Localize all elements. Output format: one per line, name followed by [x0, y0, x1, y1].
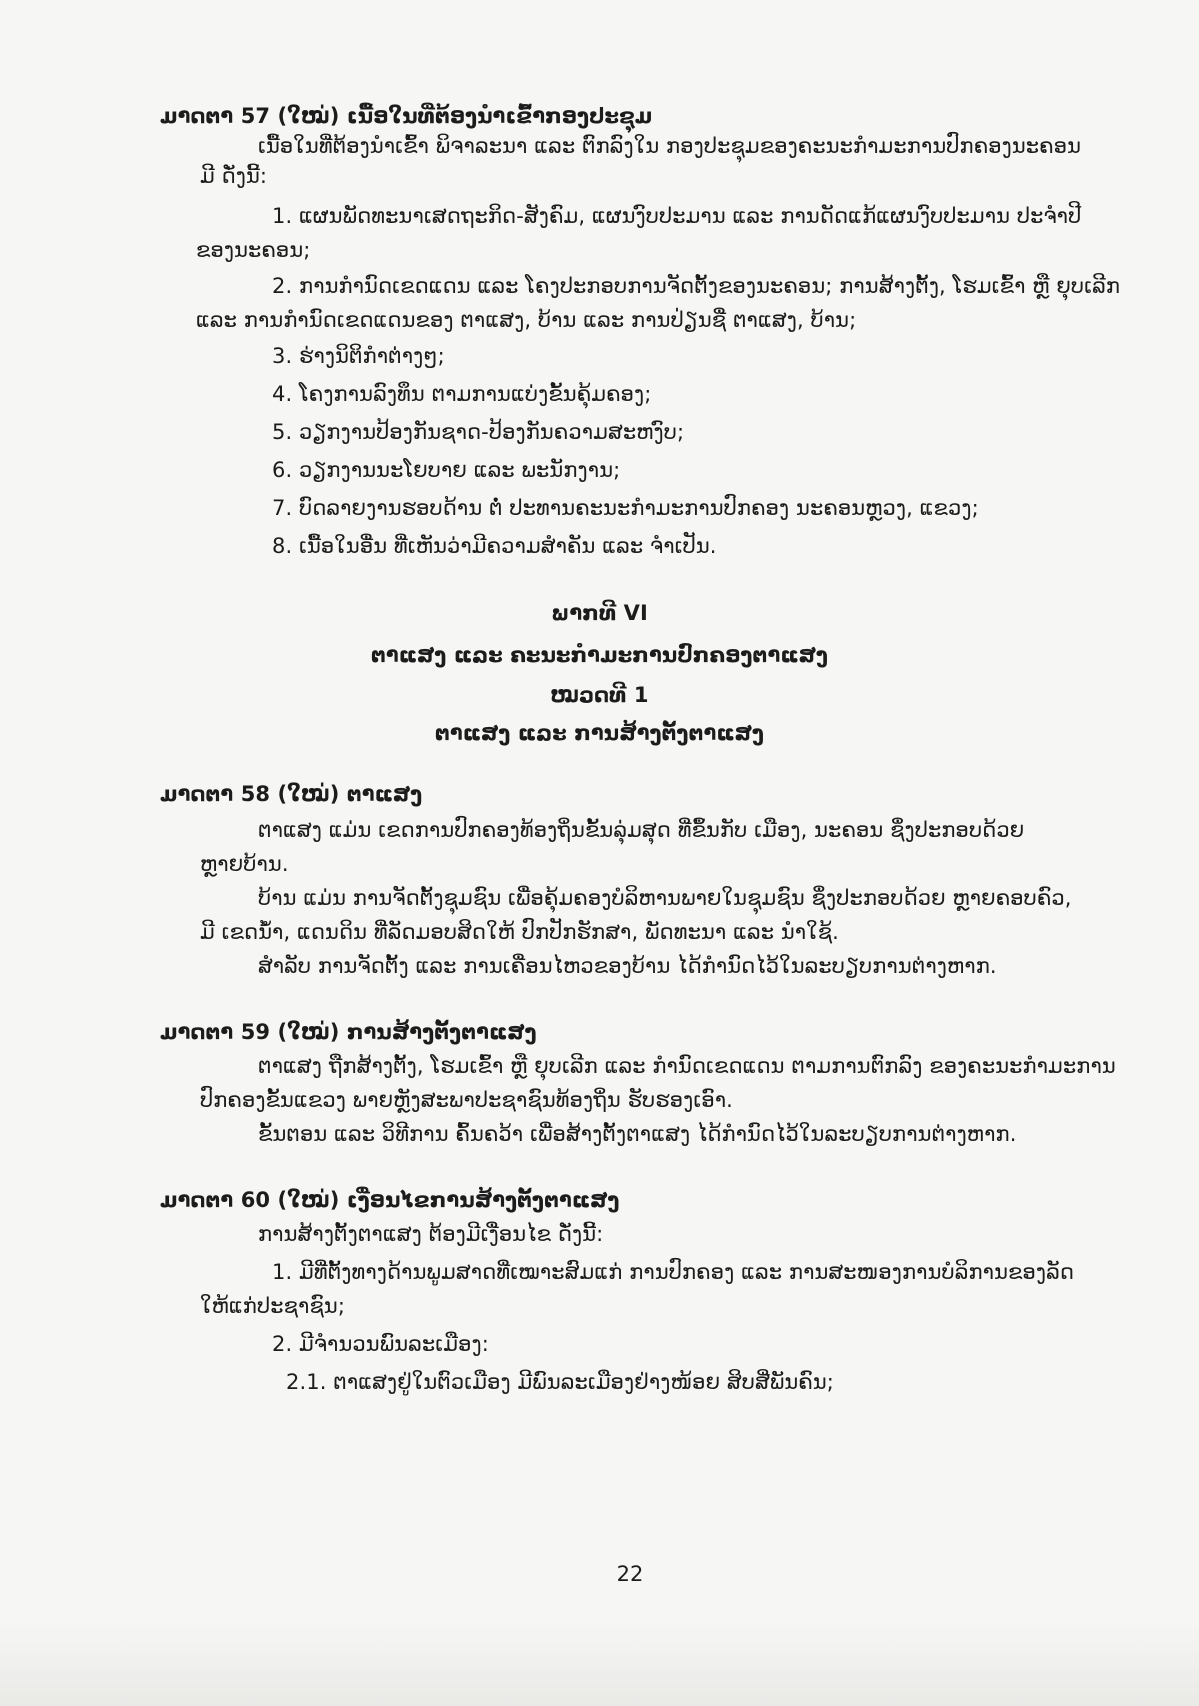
article-58-p2-line2: ມີ ເຂດນ້ຳ, ແດນດິນ ທີ່ລັດມອບສິດໃຫ້ ປົກປັກຮັກສາ, ພັດທະນາ ແລະ ນຳໃຊ້.: [200, 920, 839, 944]
page-number: 22: [616, 1562, 644, 1586]
scan-shadow: [0, 1620, 1199, 1706]
article-57-item2-line2: ແລະ ການກຳນົດເຂດແດນຂອງ ຕາແສງ, ບ້ານ ແລະ ການປ່ຽນຊື່ ຕາແສງ, ບ້ານ;: [196, 308, 857, 332]
chapter-number: ໝວດທີ 1: [550, 683, 649, 707]
article-57-intro-line2: ມີ ດັ່ງນີ້:: [200, 164, 268, 188]
article-59-heading: ມາດຕາ 59 (ໃໝ່) ການສ້າງຕັ້ງຕາແສງ: [160, 1020, 537, 1044]
article-59-p1-line1: ຕາແສງ ຖືກສ້າງຕັ້ງ, ໂຮມເຂົ້າ ຫຼື ຍຸບເລີກ ແລະ ກຳນົດເຂດແດນ ຕາມການຕົກລົງ ຂອງຄະນະກຳມະການ: [258, 1054, 1116, 1078]
article-57-item6: 6. ວຽກງານນະໂຍບາຍ ແລະ ພະນັກງານ;: [272, 458, 621, 482]
article-58-p2-line1: ບ້ານ ແມ່ນ ການຈັດຕັ້ງຊຸມຊົນ ເພື່ອຄຸ້ມຄອງບໍລິຫານພາຍໃນຊຸມຊົນ ຊຶ່ງປະກອບດ້ວຍ ຫຼາຍຄອບຄົວ,: [258, 886, 1072, 910]
part-subtitle: ຕາແສງ ແລະ ຄະນະກຳມະການປົກຄອງຕາແສງ: [370, 643, 829, 667]
article-59-p2: ຂັ້ນຕອນ ແລະ ວິທີການ ຄົ້ນຄວ້າ ເພື່ອສ້າງຕັ້ງຕາແສງ ໄດ້ກຳນົດໄວ້ໃນລະບຽບການຕ່າງຫາກ.: [258, 1122, 1017, 1146]
article-57-item8: 8. ເນື້ອໃນອື່ນ ທີ່ເຫັນວ່າມີຄວາມສຳຄັນ ແລະ ຈຳເປັນ.: [272, 534, 717, 558]
article-57-item5: 5. ວຽກງານປ້ອງກັນຊາດ-ປ້ອງກັນຄວາມສະຫງົບ;: [272, 420, 685, 444]
article-60-item1-line2: ໃຫ້ແກ່ປະຊາຊົນ;: [200, 1294, 346, 1318]
article-57-item7: 7. ບົດລາຍງານຮອບດ້ານ ຕໍ່ ປະທານຄະນະກຳມະການປົກຄອງ ນະຄອນຫຼວງ, ແຂວງ;: [272, 496, 979, 520]
article-60-intro: ການສ້າງຕັ້ງຕາແສງ ຕ້ອງມີເງື່ອນໄຂ ດັ່ງນີ້:: [258, 1222, 604, 1246]
article-59-p1-line2: ປົກຄອງຂັ້ນແຂວງ ພາຍຫຼັງສະພາປະຊາຊົນທ້ອງຖິ່ນ ຮັບຮອງເອົາ.: [200, 1088, 733, 1112]
chapter-title: ຕາແສງ ແລະ ການສ້າງຕັ້ງຕາແສງ: [434, 721, 765, 745]
article-57-item1-line2: ຂອງນະຄອນ;: [196, 238, 311, 262]
article-60-item2-1: 2.1. ຕາແສງຢູ່ໃນຕົວເມືອງ ມີພົນລະເມືອງຢ່າງໜ້ອຍ ສິບສີ່ພັນຄົນ;: [286, 1370, 834, 1394]
article-57-item1-line1: 1. ແຜນພັດທະນາເສດຖະກິດ-ສັງຄົມ, ແຜນງົບປະມານ ແລະ ການດັດແກ້ແຜນງົບປະມານ ປະຈຳປີ: [272, 204, 1082, 228]
article-60-item2: 2. ມີຈຳນວນພົນລະເມືອງ:: [272, 1332, 489, 1356]
article-60-heading: ມາດຕາ 60 (ໃໝ່) ເງື່ອນໄຂການສ້າງຕັ້ງຕາແສງ: [160, 1188, 620, 1212]
article-60-item1-line1: 1. ມີທີ່ຕັ້ງທາງດ້ານພູມສາດທີ່ເໝາະສົມແກ່ ການປົກຄອງ ແລະ ການສະໜອງການບໍລິການຂອງລັດ: [272, 1260, 1074, 1284]
article-58-p3: ສຳລັບ ການຈັດຕັ້ງ ແລະ ການເຄື່ອນໄຫວຂອງບ້ານ ໄດ້ກຳນົດໄວ້ໃນລະບຽບການຕ່າງຫາກ.: [258, 954, 997, 978]
article-57-item3: 3. ຮ່າງນິຕິກຳຕ່າງໆ;: [272, 344, 445, 368]
article-57-intro-line1: ເນື້ອໃນທີ່ຕ້ອງນຳເຂົ້າ ພິຈາລະນາ ແລະ ຕົກລົງໃນ ກອງປະຊຸມຂອງຄະນະກຳມະການປົກຄອງນະຄອນ: [258, 134, 1082, 158]
article-57-item2-line1: 2. ການກຳນົດເຂດແດນ ແລະ ໂຄງປະກອບການຈັດຕັ້ງຂອງນະຄອນ; ການສ້າງຕັ້ງ, ໂຮມເຂົ້າ ຫຼື ຍຸບເລີກ: [272, 274, 1121, 298]
article-58-p1-line1: ຕາແສງ ແມ່ນ ເຂດການປົກຄອງທ້ອງຖິ່ນຂັ້ນລຸ່ມສຸດ ທີ່ຂຶ້ນກັບ ເມືອງ, ນະຄອນ ຊຶ່ງປະກອບດ້ວຍ: [258, 818, 1025, 842]
article-58-p1-line2: ຫຼາຍບ້ານ.: [200, 852, 289, 876]
part-title: ພາກທີ VI: [551, 601, 648, 625]
article-58-heading: ມາດຕາ 58 (ໃໝ່) ຕາແສງ: [160, 782, 423, 806]
article-57-heading: ມາດຕາ 57 (ໃໝ່) ເນື້ອໃນທີ່ຕ້ອງນຳເຂົ້າກອງປະຊຸມ: [160, 104, 653, 128]
article-57-item4: 4. ໂຄງການລົງທຶນ ຕາມການແບ່ງຂັ້ນຄຸ້ມຄອງ;: [272, 382, 652, 406]
